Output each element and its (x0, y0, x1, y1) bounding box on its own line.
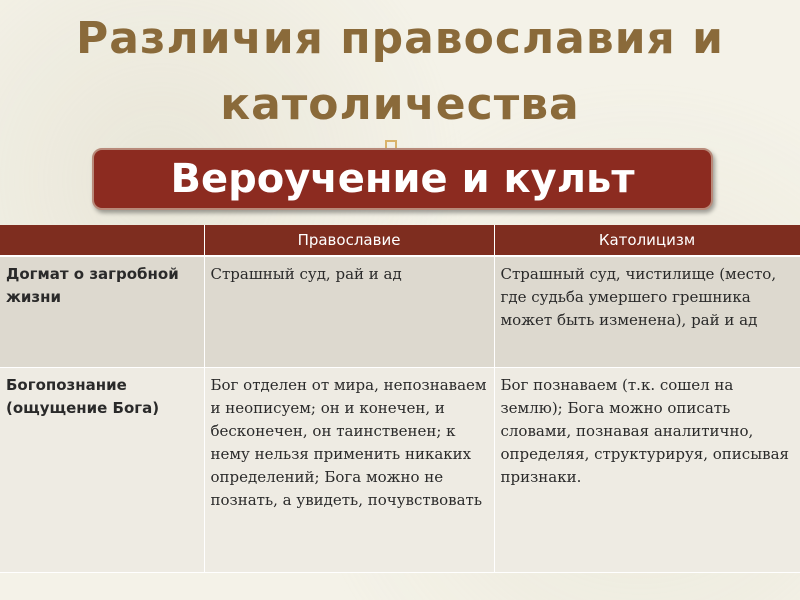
table-row (0, 368, 800, 573)
comparison-table (0, 225, 800, 573)
slide-title-line1: Различия православия и (76, 13, 724, 64)
header-catholicism: Католицизм (494, 225, 800, 256)
slide-title-line2: католичества (220, 79, 580, 130)
header-orthodoxy: Православие (204, 225, 494, 256)
row-label-afterlife: Догмат о загробной жизни (0, 256, 204, 368)
section-banner: Вероучение и культ (92, 148, 713, 210)
cell-orthodoxy-knowledge: Бог отделен от мира, непознаваем и неописуем; он и конечен, и бесконечен, он таинственен; к нему нельзя применить никаких определений; Бога можно не познать, а увидеть, почувствовать (204, 368, 494, 573)
header-cell-empty (0, 225, 204, 256)
row-label-knowledge-of-god: Богопознание (ощущение Бога) (0, 368, 204, 573)
table-row (0, 256, 800, 368)
slide-title (0, 6, 800, 138)
cell-orthodoxy-afterlife: Страшный суд, рай и ад (204, 256, 494, 368)
table-header-row (0, 225, 800, 256)
cell-catholicism-afterlife: Страшный суд, чистилище (место, где судьба умершего грешника может быть изменена), рай и ад (494, 256, 800, 368)
cell-catholicism-knowledge: Бог познаваем (т.к. сошел на землю); Бога можно описать словами, познавая аналитично, определяя, структурируя, описывая признаки. (494, 368, 800, 573)
